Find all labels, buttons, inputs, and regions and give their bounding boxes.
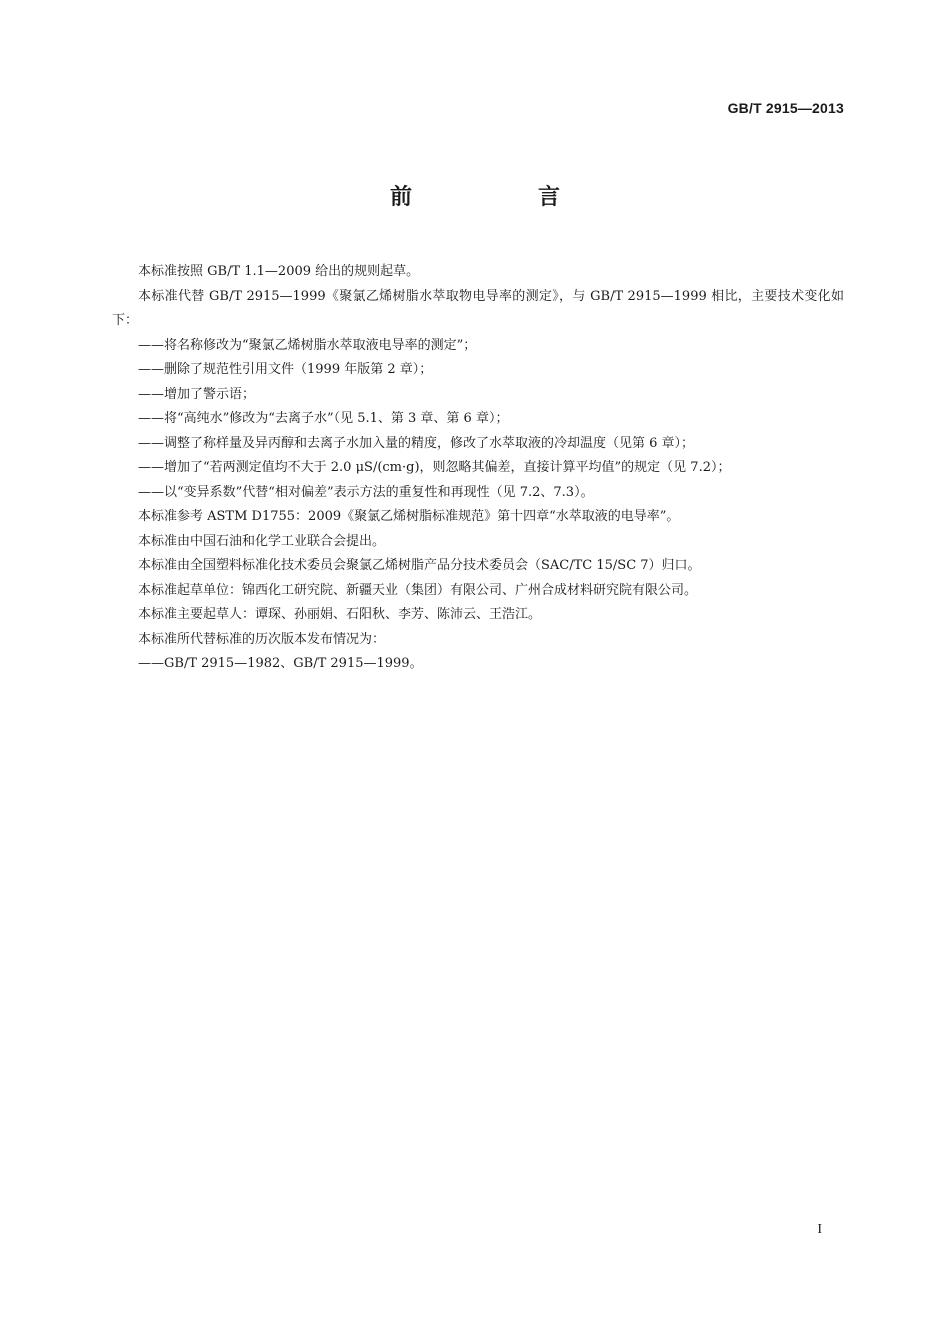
list-item: ——增加了警示语； — [138, 386, 256, 402]
paragraph: 本标准主要起草人：谭琛、孙丽娟、石阳秋、李芳、陈沛云、王浩江。 — [138, 607, 542, 622]
paragraph: 本标准由中国石油和化学工业联合会提出。 — [138, 533, 386, 549]
paragraph: 本标准代替 GB/T 2915—1999《聚氯乙烯树脂水萃取物电导率的测定》，与 GB/T 2915—1999 相比，主要技术变化如下： — [112, 288, 844, 328]
list-item: ——GB/T 2915—1982、GB/T 2915—1999。 — [138, 656, 423, 671]
list-item: ——增加了“若两测定值均不大于 2.0 μS/(cm·g)，则忽略其偏差，直接计算平均值”的规定（见 7.2）； — [138, 460, 731, 475]
paragraph: 本标准起草单位：锦西化工研究院、新疆天业（集团）有限公司、广州合成材料研究院有限公司。 — [138, 582, 698, 598]
list-item: ——删除了规范性引用文件（1999 年版第 2 章）； — [138, 362, 433, 377]
list-item: ——调整了称样量及异丙醇和去离子水加入量的精度，修改了水萃取液的冷却温度（见第 6 章）； — [138, 435, 695, 451]
paragraph: 本标准参考 ASTM D1755：2009《聚氯乙烯树脂标准规范》第十四章“水萃取液的电导率”。 — [138, 509, 680, 524]
paragraph: 本标准按照 GB/T 1.1—2009 给出的规则起草。 — [138, 264, 420, 279]
standard-code: GB/T 2915—2013 — [727, 100, 844, 116]
list-item: ——将名称修改为“聚氯乙烯树脂水萃取液电导率的测定”； — [138, 337, 477, 353]
foreword-body — [112, 260, 844, 677]
list-item: ——以“变异系数”代替“相对偏差”表示方法的重复性和再现性（见 7.2、7.3）。 — [138, 484, 594, 500]
list-item: ——将“高纯水”修改为“去离子水”（见 5.1、第 3 章、第 6 章）； — [138, 411, 509, 426]
page-number: I — [817, 1222, 822, 1237]
page-title: 前 言 — [389, 185, 612, 210]
paragraph: 本标准由全国塑料标准化技术委员会聚氯乙烯树脂产品分技术委员会（SAC/TC 15/SC 7）归口。 — [138, 558, 701, 573]
paragraph: 本标准所代替标准的历次版本发布情况为： — [138, 631, 386, 647]
